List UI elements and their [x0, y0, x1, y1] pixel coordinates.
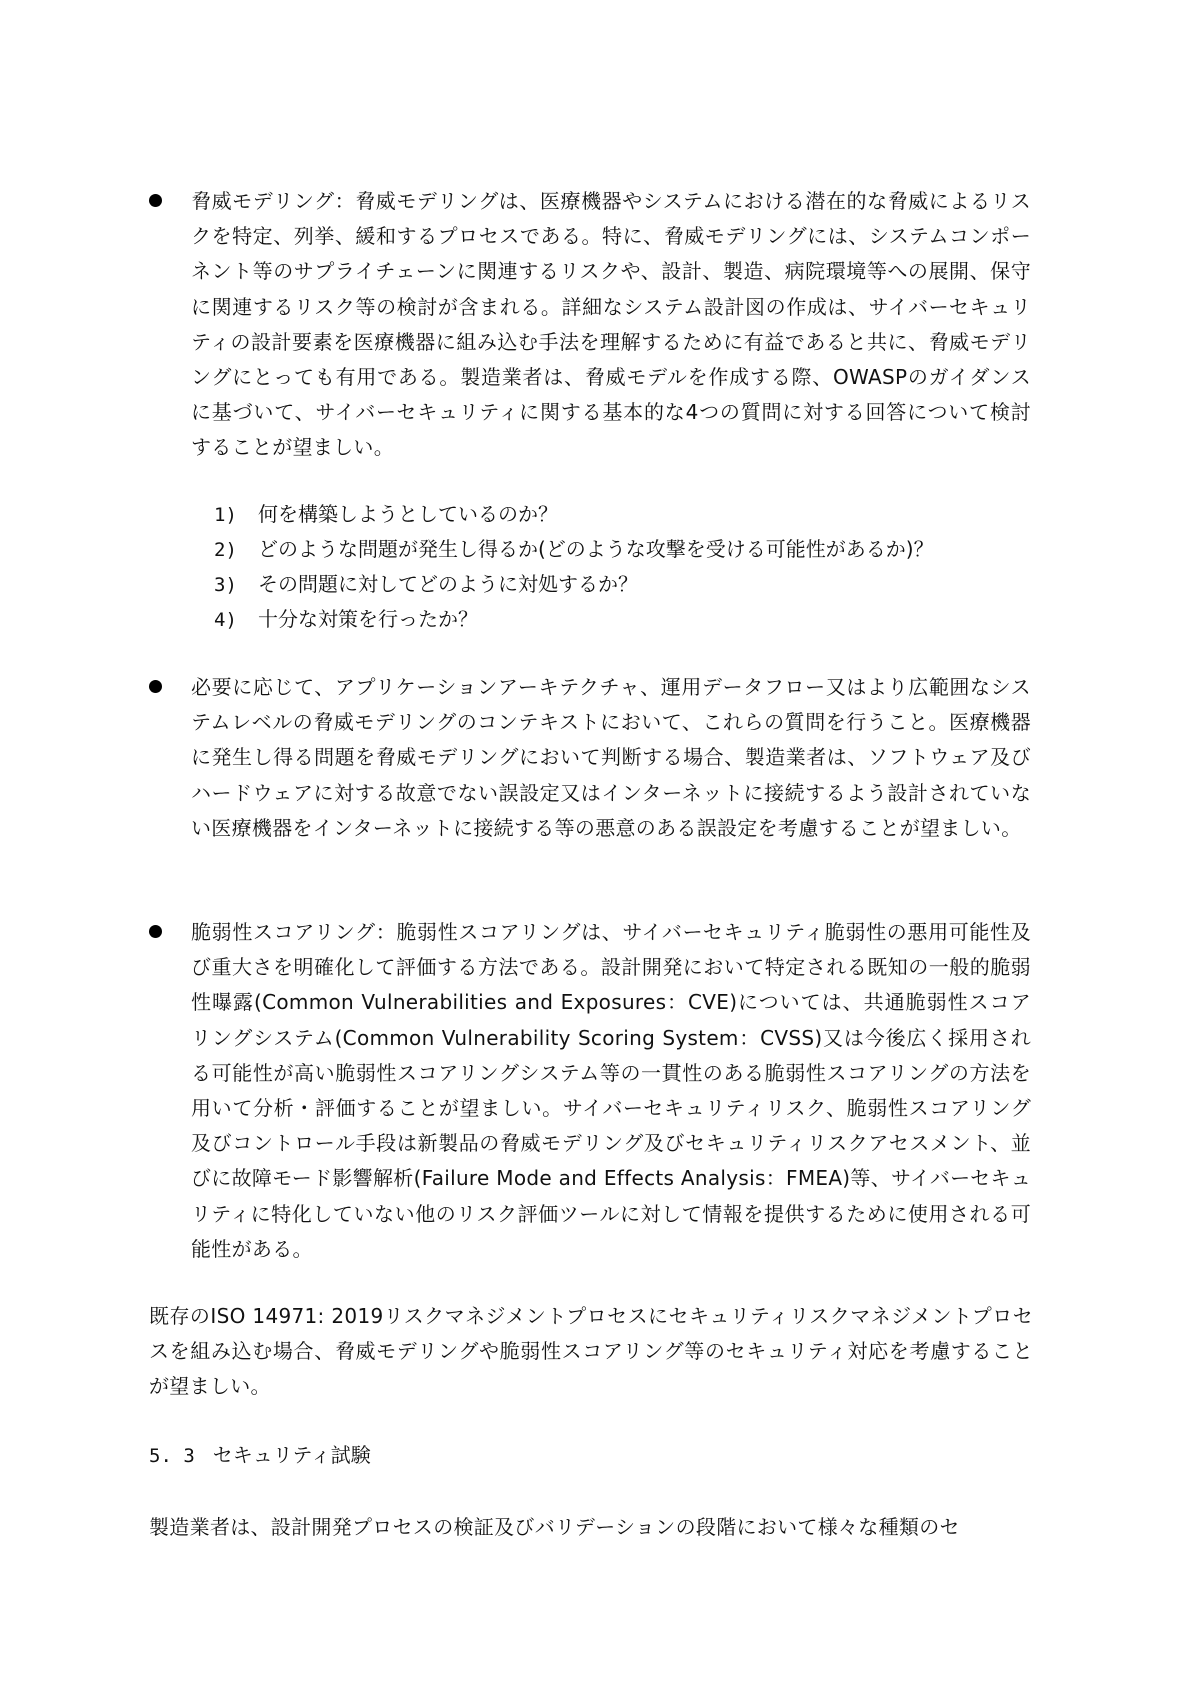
question-number: 4): [214, 609, 237, 631]
question-text: 十分な対策を行ったか？: [258, 607, 478, 631]
bullet-text: 脅威モデリング：脅威モデリングは、医療機器やシステムにおける潜在的な脅威によるリスクを特定、列挙、緩和するプロセスである。特に、脅威モデリングには、システムコンポーネント等のサプライチェーンに関連するリスクや、設計、製造、病院環境等への展開、保守に関連するリスク等の検討が含まれる。詳細なシステム設計図の作成は、サイバーセキュリティの設計要素を医療機器に組み込む手法を理解するために有益であると共に、脅威モデリングにとっても有用である。製造業者は、脅威モデルを作成する際、OWASPのガイダンスに基づいて、サイバーセキュリティに関する基本的な4つの質問に対する回答について検討することが望ましい。: [191, 189, 1031, 460]
question-item: [214, 567, 1034, 602]
bullet-icon: [149, 194, 162, 207]
bullet-threat-modeling: [149, 184, 1039, 466]
question-number: 2): [214, 539, 237, 561]
bullet-text: 必要に応じて、アプリケーションアーキテクチャ、運用データフロー又はより広範囲なシステムレベルの脅威モデリングのコンテキストにおいて、これらの質問を行うこと。医療機器に発生し得る問題を脅威モデリングにおいて判断する場合、製造業者は、ソフトウェア及びハードウェアに対する故意でない誤設定又はインターネットに接続するよう設計されていない医療機器をインターネットに接続する等の悪意のある誤設定を考慮することが望ましい。: [191, 675, 1031, 840]
section-title: セキュリティ試験: [212, 1443, 371, 1467]
bullet-text: 脆弱性スコアリング：脆弱性スコアリングは、サイバーセキュリティ脆弱性の悪用可能性及び重大さを明確化して評価する方法である。設計開発において特定される既知の一般的脆弱性曝露(Common Vulnerabilities and Exposures：CVE)については、共通脆弱性スコアリングシステム(Common Vulnerability Scoring System：CVSS)又は今後広く採用される可能性が高い脆弱性スコアリングシステム等の一貫性のある脆弱性スコアリングの方法を用いて分析・評価することが望ましい。サイバーセキュリティリスク、脆弱性スコアリング及びコントロール手段は新製品の脅威モデリング及びセキュリティリスクアセスメント、並びに故障モード影響解析(Failure Mode and Effects Analysis：FMEA)等、サイバーセキュリティに特化していない他のリスク評価ツールに対して情報を提供するために使用される可能性がある。: [191, 920, 1031, 1261]
question-list: [214, 497, 1034, 637]
question-item: [214, 602, 1034, 637]
question-text: その問題に対してどのように対処するか？: [258, 572, 638, 596]
body-paragraph-continued: 製造業者は、設計開発プロセスの検証及びバリデーションの段階において様々な種類のセ: [149, 1515, 960, 1539]
bullet-icon: [149, 925, 162, 938]
question-number: 1): [214, 504, 237, 526]
section-heading: [149, 1438, 371, 1474]
bullet-context: [149, 670, 1039, 846]
section-number: 5. 3: [149, 1445, 195, 1467]
bullet-vulnerability-scoring: [149, 915, 1039, 1267]
bullet-icon: [149, 680, 162, 693]
question-number: 3): [214, 574, 237, 596]
question-item: [214, 497, 1034, 532]
question-text: 何を構築しようとしているのか？: [258, 502, 558, 526]
question-item: [214, 532, 1034, 567]
question-text: どのような問題が発生し得るか(どのような攻撃を受ける可能性があるか)？: [258, 537, 934, 561]
body-paragraph: 既存のISO 14971: 2019リスクマネジメントプロセスにセキュリティリスクマネジメントプロセスを組み込む場合、脅威モデリングや脆弱性スコアリング等のセキュリティ対応を考慮することが望ましい。: [149, 1304, 1033, 1398]
